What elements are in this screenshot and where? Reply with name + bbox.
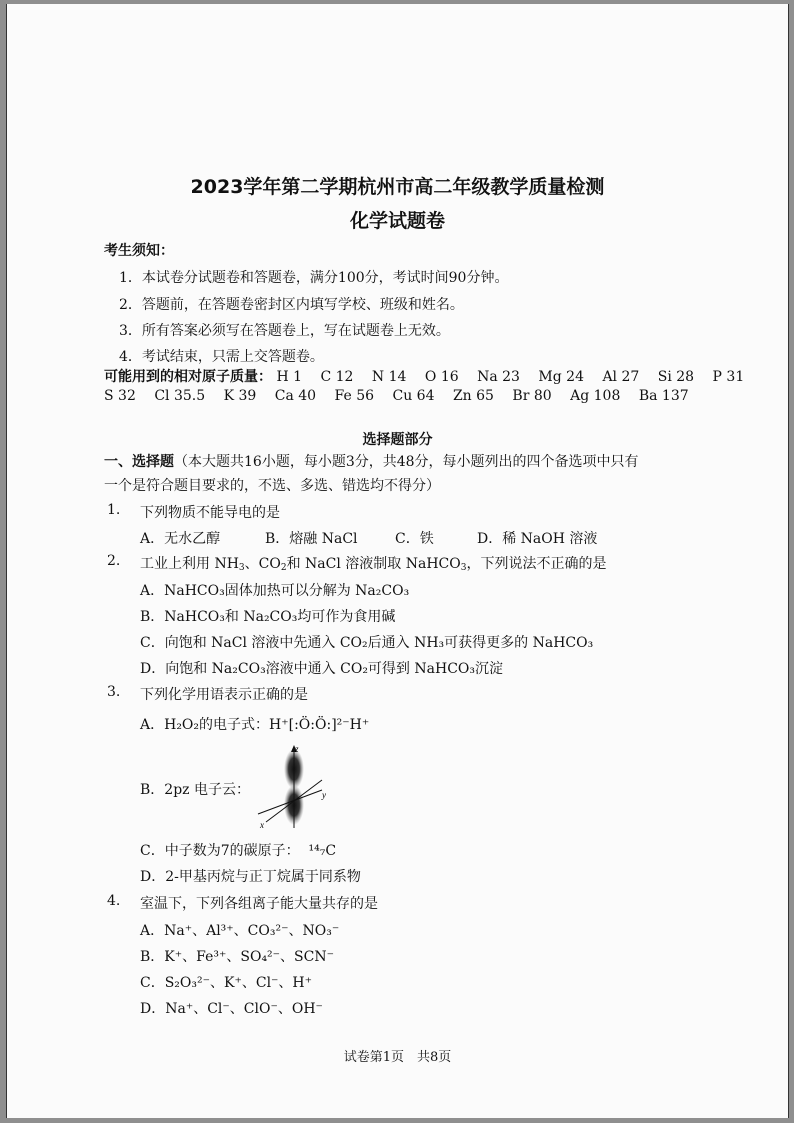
atomic-mass: Mg 24 [538,369,584,385]
atomic-mass: Cl 35.5 [154,388,206,404]
question-number: 3. [107,684,121,700]
notice-item: 2．答题前，在答题卷密封区内填写学校、班级和姓名。 [119,297,464,313]
atomic-mass: Br 80 [512,388,552,404]
exam-subtitle: 化学试题卷 [349,210,445,232]
atomic-mass: Cu 64 [392,388,435,404]
svg-text:x: x [260,820,264,830]
question-1-option-c: C．铁 [395,531,434,547]
question-2-option-a: A．NaHCO₃固体加热可以分解为 Na₂CO₃ [140,583,410,599]
atomic-mass: N 14 [371,369,407,385]
question-1-option-d: D．稀 NaOH 溶液 [477,531,598,547]
question-3-option-b: B．2pz 电子云： [140,782,250,798]
question-4-stem: 室温下，下列各组离子能大量共存的是 [140,896,378,912]
part1-description: （本大题共16小题，每小题3分，共48分，每小题列出的四个备选项中只有 [174,454,639,470]
question-4-option-b: B．K⁺、Fe³⁺、SO₄²⁻、SCN⁻ [140,949,334,965]
question-2-option-b: B．NaHCO₃和 Na₂CO₃均可作为食用碱 [140,609,396,625]
question-number: 1. [107,502,121,518]
notice-heading: 考生须知： [104,243,174,259]
notice-item: 4．考试结束，只需上交答题卷。 [119,349,324,365]
atomic-mass: Ca 40 [274,388,317,404]
exam-title: 2023学年第二学期杭州市高二年级教学质量检测 [190,176,605,198]
question-1-stem: 下列物质不能导电的是 [140,505,280,521]
question-3-option-a: A．H₂O₂的电子式：H⁺[:Ö:Ö:]²⁻H⁺ [140,717,370,733]
atomic-mass: O 16 [424,369,459,385]
atomic-mass: H 1 [276,369,303,385]
question-number: 2. [107,553,121,569]
part1-description-cont: 一个是符合题目要求的，不选、多选、错选均不得分） [104,478,440,494]
atomic-mass: S 32 [104,388,136,404]
atomic-mass: Na 23 [477,369,520,385]
part1-heading: 一、选择题 [104,454,174,470]
notice-item: 3．所有答案必须写在答题卷上，写在试题卷上无效。 [119,323,450,339]
question-1-option-b: B．熔融 NaCl [265,531,358,547]
section-title: 选择题部分 [362,432,433,448]
2pz-orbital-diagram [252,742,337,832]
atomic-mass: Ag 108 [570,388,621,404]
atomic-mass: Al 27 [602,369,640,385]
atomic-mass-line-1 [104,366,758,386]
notice-item: 1．本试卷分试题卷和答题卷，满分100分，考试时间90分钟。 [119,270,509,286]
question-2-option-c: C．向饱和 NaCl 溶液中先通入 CO₂后通入 NH₃可获得更多的 NaHCO₃ [140,635,594,651]
atomic-mass-label: 可能用到的相对原子质量： [104,369,272,385]
page-footer: 试卷第1页 共8页 [343,1050,452,1065]
svg-text:y: y [322,790,326,800]
atomic-mass: Si 28 [657,369,695,385]
isotope-notation: ¹⁴₇C [308,843,337,859]
atomic-mass: Ba 137 [638,388,689,404]
question-4-option-d: D．Na⁺、Cl⁻、ClO⁻、OH⁻ [140,1001,323,1017]
atomic-mass: K 39 [223,388,257,404]
atomic-mass-line-2 [104,388,703,404]
question-3-option-c: C．中子数为7的碳原子： ¹⁴₇C [140,843,337,859]
question-2-option-d: D．向饱和 Na₂CO₃溶液中通入 CO₂可得到 NaHCO₃沉淀 [140,661,503,677]
question-3-stem: 下列化学用语表示正确的是 [140,687,308,703]
part1-heading-line [104,451,639,471]
question-number: 4. [107,893,121,909]
electron-formula: H⁺[:Ö:Ö:]²⁻H⁺ [269,717,370,733]
atomic-mass: C 12 [320,369,354,385]
svg-text:z: z [295,744,299,754]
question-4-option-c: C．S₂O₃²⁻、K⁺、Cl⁻、H⁺ [140,975,313,991]
atomic-mass: Zn 65 [452,388,494,404]
atomic-mass: P 31 [712,369,745,385]
question-2-stem: 工业上利用 $NH_3$、$CO_2$和 NaCl 溶液制取 NaHCO$_3$，下列说法不正确的是 [140,556,607,573]
question-1-option-a: A．无水乙醇 [140,531,221,547]
question-4-option-a: A．Na⁺、Al³⁺、CO₃²⁻、NO₃⁻ [140,923,340,939]
question-3-option-d: D．2-甲基丙烷与正丁烷属于同系物 [140,869,361,885]
atomic-mass: Fe 56 [334,388,375,404]
exam-page [6,4,789,1118]
